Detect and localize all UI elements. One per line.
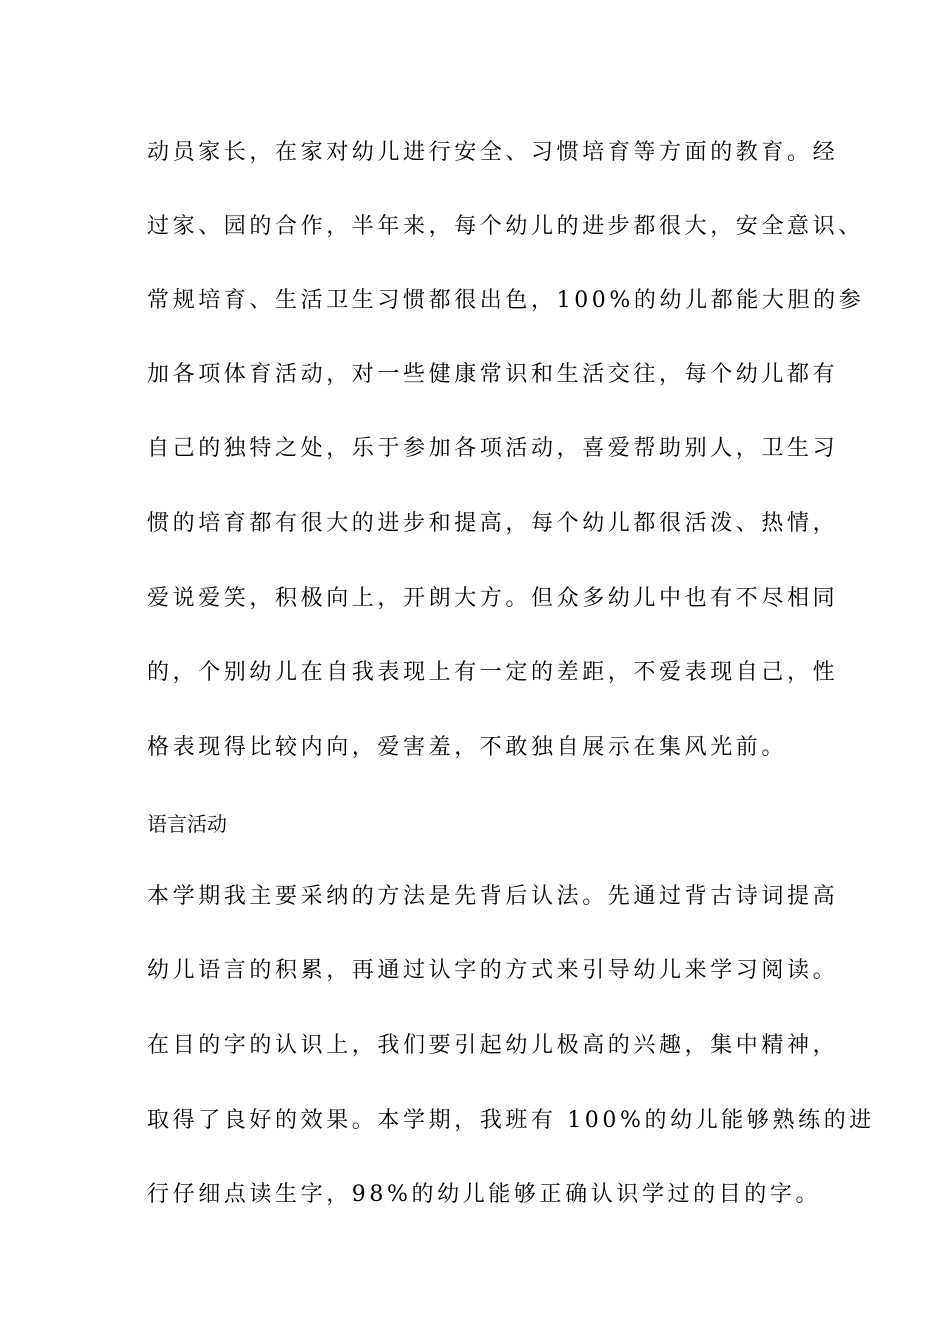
paragraph-2-line-5: 行仔细点读生字，98%的幼儿能够正确认识学过的目的字。: [147, 1182, 822, 1207]
paragraph-2-line-2: 幼儿语言的积累，再通过认字的方式来引导幼儿来学习阅读。: [147, 958, 839, 983]
paragraph-1-line-4: 加各项体育活动，对一些健康常识和生活交往，每个幼儿都有: [147, 362, 839, 387]
paragraph-1-line-5: 自己的独特之处，乐于参加各项活动，喜爱帮助别人，卫生习: [147, 436, 839, 461]
paragraph-2-line-4: 取得了良好的效果。本学期，我班有 100%的幼儿能够熟练的进: [147, 1108, 875, 1133]
paragraph-1-line-3: 常规培育、生活卫生习惯都很出色，100%的幼儿都能大胆的参: [147, 288, 865, 313]
paragraph-2-line-1: 本学期我主要采纳的方法是先背后认法。先通过背古诗词提高: [147, 884, 839, 909]
paragraph-1-line-6: 惯的培育都有很大的进步和提高，每个幼儿都很活泼、热情，: [147, 511, 839, 536]
paragraph-1-line-7: 爱说爱笑，积极向上，开朗大方。但众多幼儿中也有不尽相同: [147, 586, 839, 611]
section-heading: 语言活动: [147, 812, 227, 836]
paragraph-1-line-8: 的，个别幼儿在自我表现上有一定的差距，不爱表现自己，性: [147, 660, 839, 685]
paragraph-1-line-1: 动员家长，在家对幼儿进行安全、习惯培育等方面的教育。经: [147, 140, 839, 165]
paragraph-1-line-2: 过家、园的合作，半年来，每个幼儿的进步都很大，安全意识、: [147, 214, 864, 239]
paragraph-1-line-9: 格表现得比较内向，爱害羞，不敢独自展示在集风光前。: [147, 735, 788, 760]
paragraph-2-line-3: 在目的字的认识上，我们要引起幼儿极高的兴趣，集中精神，: [147, 1033, 839, 1058]
